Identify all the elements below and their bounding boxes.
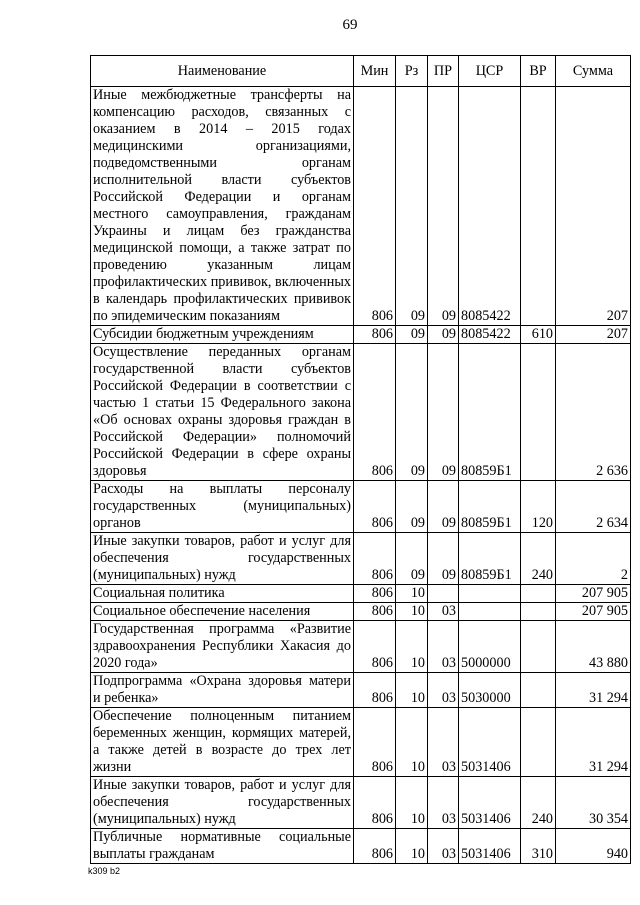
row-pr: 03 [428, 777, 459, 829]
row-min: 806 [354, 708, 396, 777]
row-rz: 10 [396, 585, 428, 603]
row-pr: 03 [428, 708, 459, 777]
row-name: Субсидии бюджетным учреждениям [91, 326, 354, 344]
row-pr: 03 [428, 621, 459, 673]
row-sum: 207 905 [556, 603, 631, 621]
table-row [91, 673, 631, 708]
row-sum: 207 905 [556, 585, 631, 603]
table-row [91, 829, 631, 864]
row-sum: 2 634 [556, 481, 631, 533]
footer-document-code: k309 b2 [88, 866, 121, 876]
header-csr: ЦСР [459, 56, 521, 87]
row-min: 806 [354, 829, 396, 864]
row-pr: 09 [428, 87, 459, 326]
row-name: Социальное обеспечение населения [91, 603, 354, 621]
row-csr: 80859Б1 [459, 533, 521, 585]
row-name: Иные закупки товаров, работ и услуг для обеспечения государственных (муниципальных) нужд [91, 533, 354, 585]
page-number: 69 [342, 17, 358, 33]
table-header-row [91, 56, 631, 87]
row-rz: 10 [396, 673, 428, 708]
row-vr [521, 673, 556, 708]
row-min: 806 [354, 344, 396, 481]
row-csr [459, 585, 521, 603]
row-sum: 30 354 [556, 777, 631, 829]
row-min: 806 [354, 533, 396, 585]
row-name: Иные закупки товаров, работ и услуг для обеспечения государственных (муниципальных) нужд [91, 777, 354, 829]
table-row [91, 708, 631, 777]
row-min: 806 [354, 777, 396, 829]
row-csr: 5031406 [459, 777, 521, 829]
row-csr: 80859Б1 [459, 481, 521, 533]
row-name: Расходы на выплаты персоналу государственных (муниципальных) органов [91, 481, 354, 533]
row-csr: 5000000 [459, 621, 521, 673]
row-pr: 09 [428, 481, 459, 533]
row-vr: 310 [521, 829, 556, 864]
row-vr: 240 [521, 777, 556, 829]
row-rz: 09 [396, 87, 428, 326]
header-rz: Рз [396, 56, 428, 87]
row-rz: 10 [396, 829, 428, 864]
row-name: Обеспечение полноценным питанием беременных женщин, кормящих матерей, а также детей в возрасте до трех лет жизни [91, 708, 354, 777]
row-name: Социальная политика [91, 585, 354, 603]
row-min: 806 [354, 481, 396, 533]
row-vr [521, 603, 556, 621]
row-csr: 8085422 [459, 87, 521, 326]
row-rz: 10 [396, 777, 428, 829]
row-sum: 207 [556, 87, 631, 326]
row-sum: 2 [556, 533, 631, 585]
header-pr: ПР [428, 56, 459, 87]
header-name: Наименование [91, 56, 354, 87]
row-name: Осуществление переданных органам государственной власти субъектов Российской Федерации в соответствии с частью 1 статьи 15 Федерального закона «Об основах охраны здоровья граждан в Российской Федерации» полномочий Российской Федерации в сфере охраны здоровья [91, 344, 354, 481]
row-vr [521, 621, 556, 673]
row-sum: 31 294 [556, 673, 631, 708]
row-pr: 09 [428, 533, 459, 585]
row-vr [521, 708, 556, 777]
row-pr: 09 [428, 326, 459, 344]
row-sum: 940 [556, 829, 631, 864]
table-row [91, 481, 631, 533]
row-sum: 207 [556, 326, 631, 344]
budget-table [90, 55, 631, 864]
row-csr: 80859Б1 [459, 344, 521, 481]
row-vr: 120 [521, 481, 556, 533]
row-sum: 31 294 [556, 708, 631, 777]
row-min: 806 [354, 673, 396, 708]
table-row [91, 621, 631, 673]
row-min: 806 [354, 87, 396, 326]
row-csr: 5031406 [459, 708, 521, 777]
table-row [91, 603, 631, 621]
row-vr [521, 87, 556, 326]
row-rz: 10 [396, 621, 428, 673]
row-pr: 03 [428, 673, 459, 708]
row-rz: 10 [396, 708, 428, 777]
row-vr: 240 [521, 533, 556, 585]
table-row [91, 777, 631, 829]
row-pr: 03 [428, 829, 459, 864]
row-name: Государственная программа «Развитие здравоохранения Республики Хакасия до 2020 года» [91, 621, 354, 673]
row-rz: 10 [396, 603, 428, 621]
row-sum: 2 636 [556, 344, 631, 481]
row-rz: 09 [396, 326, 428, 344]
row-vr [521, 585, 556, 603]
row-name: Подпрограмма «Охрана здоровья матери и ребенка» [91, 673, 354, 708]
table-row [91, 585, 631, 603]
row-sum: 43 880 [556, 621, 631, 673]
row-csr: 8085422 [459, 326, 521, 344]
table-row [91, 326, 631, 344]
row-vr: 610 [521, 326, 556, 344]
header-vr: ВР [521, 56, 556, 87]
row-rz: 09 [396, 533, 428, 585]
row-min: 806 [354, 621, 396, 673]
table-row [91, 87, 631, 326]
row-rz: 09 [396, 481, 428, 533]
table-row [91, 533, 631, 585]
row-min: 806 [354, 326, 396, 344]
row-rz: 09 [396, 344, 428, 481]
row-vr [521, 344, 556, 481]
row-csr [459, 603, 521, 621]
row-name: Иные межбюджетные трансферты на компенсацию расходов, связанных с оказанием в 2014 – 2015 годах медицинскими организациями, подведомственными органам исполнительной власти субъектов Российской Федерации и органам местного самоуправления, гражданам Украины и лицам без гражданства медицинской помощи, а также затрат по проведению указанным лицам профилактических прививок, включенных в календарь профилактических прививок по эпидемическим показаниям [91, 87, 354, 326]
row-pr: 09 [428, 344, 459, 481]
row-pr: 03 [428, 603, 459, 621]
header-min: Мин [354, 56, 396, 87]
row-csr: 5031406 [459, 829, 521, 864]
header-sum: Сумма [556, 56, 631, 87]
table-row [91, 344, 631, 481]
row-pr [428, 585, 459, 603]
row-csr: 5030000 [459, 673, 521, 708]
row-name: Публичные нормативные социальные выплаты гражданам [91, 829, 354, 864]
row-min: 806 [354, 585, 396, 603]
row-min: 806 [354, 603, 396, 621]
